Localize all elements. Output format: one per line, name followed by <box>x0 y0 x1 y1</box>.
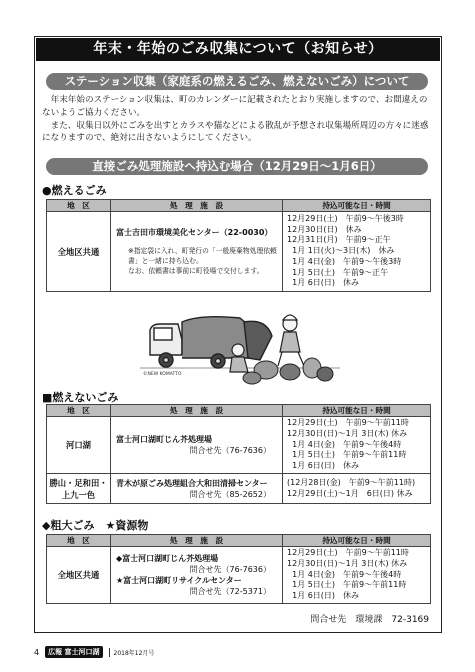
header-times: 持込可能な日・時間 <box>283 405 431 417</box>
page-number: 4 <box>34 647 40 657</box>
station-heading: ステーション収集（家庭系の燃えるごみ、燃えないごみ）について <box>46 73 428 90</box>
direct-heading: 直接ごみ処理施設へ持込む場合（12月29日～1月6日） <box>46 158 428 175</box>
nonburnable-area-2: 勝山・足和田・上九一色 <box>47 474 111 504</box>
nonburnable-table <box>46 404 431 504</box>
header-facility: 処 理 施 設 <box>111 535 283 547</box>
table-row <box>47 474 431 504</box>
station-text <box>42 94 436 145</box>
publication-logo: 広報 富士河口湖 <box>45 646 102 658</box>
bulky-area: 全地区共通 <box>47 547 111 604</box>
burnable-note-2: なお、依頼書は事前に町役場で交付します。 <box>128 267 264 275</box>
bulky-times: 12月29日(土) 午前9～午前11時 12月30日(日)～1月 3日(木) 休み 1月 4日(金) 午前9～午後4時 1月 5日(土) 午前9～午前11時 1月 6日(日) 休み <box>283 547 431 604</box>
bulky-facility-cell <box>111 547 283 604</box>
issue-date: 2018年12月号 <box>109 648 155 657</box>
nonburnable-label: ■燃えないごみ <box>42 391 119 404</box>
header-facility: 処 理 施 設 <box>111 405 283 417</box>
nonburnable-contact-1: 問合せ先（76-7636） <box>189 446 271 455</box>
burnable-times: 12月29日(土) 午前9～午後3時 12月30日(日) 休み 12月31日(月) 午前9～正午 1月 1日(火)～3日(木) 休み 1月 4日(金) 午前9～午後3時 1月 5日(土) 午前9～正午 1月 6日(日) 休み <box>283 212 431 292</box>
bulky-facility-1: ◆富士河口湖町じん芥処理場 <box>116 554 219 563</box>
bulky-contact-1: 問合せ先（76-7636） <box>189 565 271 574</box>
station-paragraph-2: また、収集日以外にごみを出すとカラスや猫などによる散乱が予想され収集場所周辺の方々に迷惑になりますので、絶対に出さないようにしてください。 <box>42 120 429 144</box>
nonburnable-times-1: 12月29日(土) 午前9～午前11時 12月30日(日)～1月 3日(木) 休み 1月 4日(金) 午前9～午後4時 1月 5日(土) 午前9～午前11時 1月 6日(日) 休み <box>283 417 431 474</box>
bulky-label: ◆粗大ごみ ★資源物 <box>42 519 149 532</box>
bulky-table <box>46 534 431 604</box>
header-times: 持込可能な日・時間 <box>283 535 431 547</box>
nonburnable-facility-cell-1 <box>111 417 283 474</box>
burnable-table <box>46 199 431 292</box>
header-area: 地 区 <box>47 405 111 417</box>
bulky-contact-2: 問合せ先（72-5371） <box>189 587 271 596</box>
burnable-area: 全地区共通 <box>47 212 111 292</box>
bulky-facility-2: ★富士河口湖町リサイクルセンター <box>116 576 242 585</box>
inquiry-contact: 問合せ先 環境課 72-3169 <box>310 615 429 625</box>
garbage-bags <box>243 358 333 384</box>
nonburnable-area-1: 河口湖 <box>47 417 111 474</box>
header-times: 持込可能な日・時間 <box>283 200 431 212</box>
header-facility: 処 理 施 設 <box>111 200 283 212</box>
nonburnable-times-2: (12月28日(金) 午前9～午前11時) 12月29日(土)～1月 6日(日) 休み <box>283 474 431 504</box>
nonburnable-facility-cell-2 <box>111 474 283 504</box>
burnable-facility: 富士吉田市環境美化センター（22-0030） <box>116 228 273 237</box>
nonburnable-facility-1: 富士河口湖町じん芥処理場 <box>116 435 212 444</box>
burnable-note-1: ※指定袋に入れ、町発行の「一般廃棄物処理依頼書」と一緒に持ち込む。 <box>128 247 277 265</box>
header-area: 地 区 <box>47 200 111 212</box>
page-footer <box>34 646 154 658</box>
header-area: 地 区 <box>47 535 111 547</box>
illustration-credit: ©NEW KOMATTO <box>143 372 182 377</box>
table-row <box>47 417 431 474</box>
burnable-label: ●燃えるごみ <box>42 184 107 197</box>
station-paragraph-1: 年末年始のステーション収集は、町のカレンダーに記載されたとおり実施しますので、お間違えのないようご協力ください。 <box>42 95 428 118</box>
nonburnable-facility-2: 青木が原ごみ処理組合大和田清掃センター <box>116 478 268 488</box>
burnable-facility-cell <box>111 212 283 292</box>
page-title: 年末・年始のごみ収集について（お知らせ） <box>36 38 440 61</box>
nonburnable-contact-2: 問合せ先（85-2652） <box>189 489 271 499</box>
